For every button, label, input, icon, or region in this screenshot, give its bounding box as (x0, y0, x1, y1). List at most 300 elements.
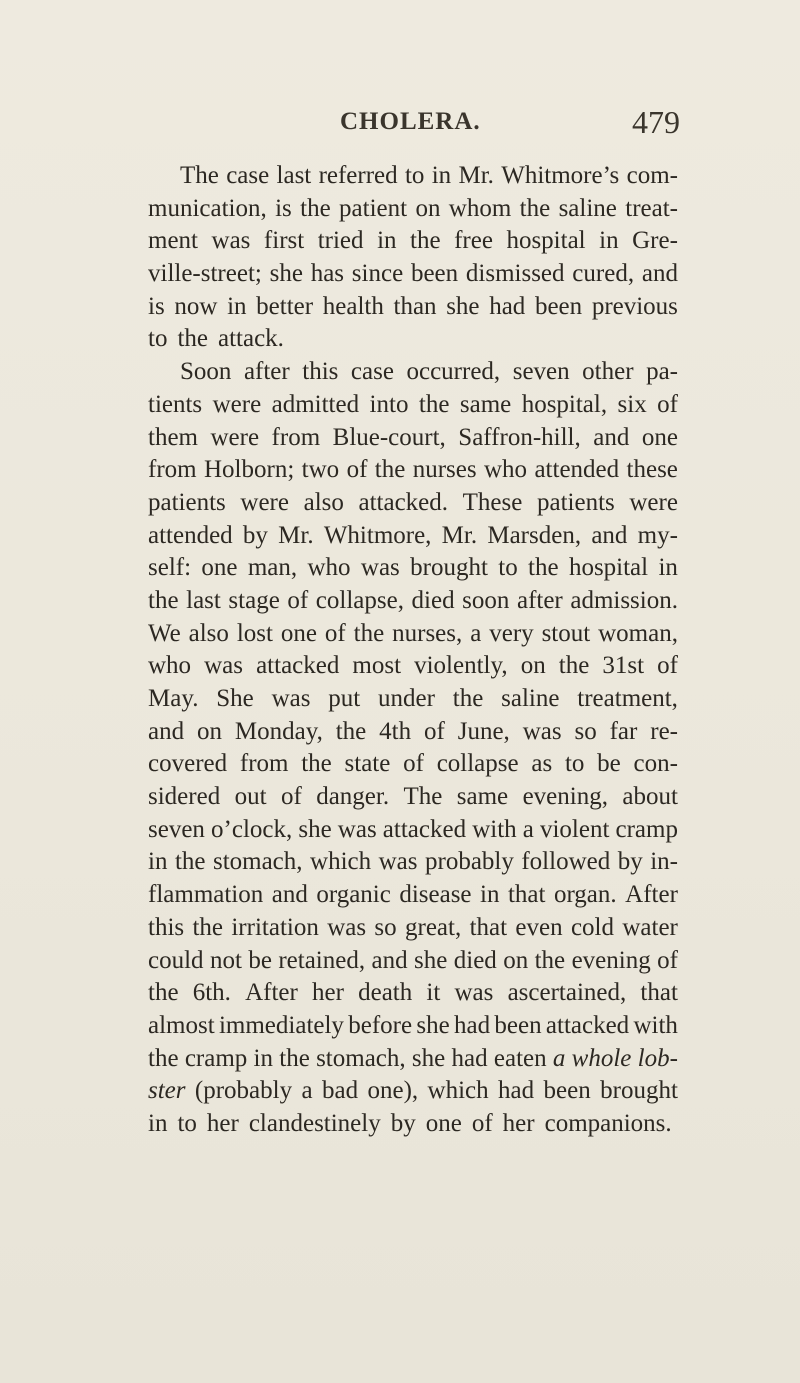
word: o’clock, (211, 815, 293, 843)
word: who (484, 456, 528, 484)
word: be (597, 750, 621, 778)
text-line (148, 323, 678, 356)
word: also (303, 488, 344, 516)
word: that (640, 979, 678, 1007)
word: than (393, 292, 437, 320)
word: seven (148, 815, 205, 843)
word: woman, (598, 619, 678, 647)
word: in- (650, 848, 678, 876)
word: same (456, 783, 509, 811)
word: the (519, 194, 551, 222)
word: Whitmore’s (501, 162, 620, 189)
word: man, (247, 554, 298, 582)
word: saline (558, 194, 617, 222)
word: the (148, 979, 179, 1007)
word: 6th. (192, 979, 231, 1007)
word: the (558, 652, 590, 680)
word: had (498, 1077, 535, 1105)
word: The (180, 162, 219, 189)
word: from (239, 750, 289, 778)
word: The (403, 783, 443, 811)
word: and (591, 521, 628, 549)
word: hospital (568, 554, 649, 582)
word: free (454, 227, 493, 255)
word: self: (148, 554, 192, 582)
word: as (531, 750, 553, 778)
word: of (346, 456, 368, 484)
word: so (374, 913, 397, 941)
word: soon (462, 586, 510, 614)
word: previous (591, 292, 678, 320)
word: were (240, 488, 289, 516)
word: occurred, (406, 358, 501, 386)
word: collapse (436, 750, 519, 778)
word: also (188, 619, 229, 647)
word: the (528, 554, 559, 582)
word: treat- (625, 194, 678, 222)
word: death (358, 979, 413, 1007)
word: this (148, 913, 185, 941)
word: to (177, 1109, 197, 1137)
word: my- (637, 521, 678, 549)
word: was (271, 685, 311, 712)
page-number: 479 (632, 104, 680, 140)
word: in (253, 1044, 273, 1072)
word: admitted (271, 390, 360, 418)
text-line (148, 258, 678, 291)
word: of (424, 717, 445, 745)
word: was (337, 815, 377, 843)
word: them (148, 423, 198, 451)
word: the (353, 619, 385, 647)
word: Mr. (458, 162, 494, 189)
word: put (328, 685, 361, 712)
word: After (625, 881, 678, 909)
word: May. (148, 685, 199, 712)
word: disease (399, 881, 472, 909)
word: referred (318, 162, 398, 189)
word: Mr. (441, 521, 478, 549)
text-line (148, 585, 678, 618)
word: on (197, 717, 222, 745)
word: been (410, 260, 459, 288)
word: she (411, 1044, 446, 1072)
word: she (269, 260, 303, 288)
word: immediately (218, 1011, 344, 1039)
word: died (411, 586, 455, 614)
word: ascertained, (507, 979, 627, 1007)
word: to (498, 554, 518, 582)
word: been (543, 1077, 591, 1105)
word: had (454, 1011, 491, 1039)
word: hospital, (521, 390, 608, 418)
word: and (148, 717, 185, 745)
word: had (451, 1044, 488, 1072)
word: of (403, 750, 424, 778)
word: brought (410, 554, 488, 582)
word: attended (534, 456, 620, 484)
word: organ. (553, 881, 617, 909)
word: on (503, 946, 529, 974)
word: same (459, 390, 512, 418)
word: and (593, 423, 630, 451)
word: admission. (570, 586, 678, 614)
text-line (148, 945, 678, 978)
text-line (148, 846, 678, 879)
word: attack. (218, 325, 284, 353)
word: brought (600, 1077, 678, 1105)
word: who (307, 554, 351, 582)
word: was (378, 848, 418, 876)
body-text (148, 160, 678, 1141)
text-line (148, 716, 678, 749)
text-line (148, 1108, 678, 1141)
word: and (641, 260, 678, 288)
word: the (301, 750, 332, 778)
word: hospital (506, 227, 586, 255)
word: one), (367, 1077, 419, 1105)
word: been (494, 1011, 542, 1039)
word: 31st (602, 652, 645, 680)
word: and (271, 881, 308, 909)
word: with (633, 1011, 678, 1039)
word: after (516, 586, 563, 614)
word: ment (148, 227, 198, 255)
text-line (148, 422, 678, 455)
word: since (351, 260, 404, 288)
word: water (622, 913, 678, 941)
word: in (227, 292, 247, 320)
word: one (201, 554, 238, 582)
text-line (148, 389, 678, 422)
word: in (431, 162, 452, 189)
word: She (216, 685, 254, 712)
word: After (245, 979, 298, 1007)
word: a (301, 1077, 313, 1105)
word: was (204, 652, 244, 680)
word: stomach, (316, 1044, 406, 1072)
word: cramp (615, 815, 678, 843)
word: who (148, 652, 192, 680)
word: ster (148, 1077, 186, 1105)
running-head (120, 104, 680, 148)
word: first (263, 227, 305, 255)
word: eaten (493, 1044, 547, 1072)
word: a (470, 619, 482, 647)
word: from (271, 423, 321, 451)
word: evening (571, 946, 651, 974)
word: was (211, 227, 251, 255)
text-line (148, 520, 678, 553)
word: from (148, 456, 197, 484)
word: retained, (278, 946, 366, 974)
word: con- (633, 750, 678, 778)
text-line (148, 748, 678, 781)
word: tried (317, 227, 364, 255)
word: not (209, 946, 242, 974)
word: was (360, 554, 400, 582)
word: the (148, 1044, 179, 1072)
text-line (148, 683, 678, 716)
word: patients (536, 488, 615, 516)
word: of (657, 652, 678, 680)
word: far (609, 717, 638, 745)
word: be (248, 946, 272, 974)
text-line (148, 977, 678, 1010)
word: very (489, 619, 534, 647)
word: one (641, 423, 678, 451)
word: the (300, 194, 331, 222)
word: the (534, 946, 566, 974)
running-title: CHOLERA. (340, 108, 481, 135)
word: the (418, 390, 450, 418)
word: it (426, 979, 441, 1007)
word: probably (425, 848, 514, 876)
word: stout (541, 619, 591, 647)
word: evening, (522, 783, 608, 811)
text-line (148, 879, 678, 912)
word: is (275, 194, 292, 222)
word: great, (405, 913, 462, 941)
word: violently, (414, 652, 508, 680)
word: pa- (646, 358, 678, 386)
word: companions. (544, 1109, 672, 1137)
word: whom (448, 194, 512, 222)
word: Blue-court, (332, 423, 446, 451)
word: of (287, 586, 309, 614)
word: one (280, 619, 317, 647)
word: the (177, 325, 208, 353)
word: (probably (194, 1077, 293, 1105)
word: were (212, 390, 262, 418)
word: now (174, 292, 218, 320)
word: her (312, 979, 344, 1007)
word: followed (521, 848, 611, 876)
word: which (310, 848, 372, 876)
word: seven (512, 358, 570, 386)
word: which (427, 1077, 489, 1105)
word: by (242, 521, 268, 549)
word: Marsden, (487, 521, 582, 549)
word: in (658, 554, 678, 582)
word: cold (570, 913, 614, 941)
word: her (502, 1109, 535, 1137)
text-line (148, 487, 678, 520)
word: collapse, (315, 586, 404, 614)
word: her (206, 1109, 239, 1137)
word: nurses (412, 456, 477, 484)
text-line (148, 1010, 678, 1043)
word: Monday, (234, 717, 323, 745)
word: attacked (382, 815, 467, 843)
word: saline (501, 685, 560, 712)
word: were (629, 488, 678, 516)
word: into (369, 390, 409, 418)
word: re- (650, 717, 678, 745)
word: cured, (572, 260, 635, 288)
text-line (148, 225, 678, 258)
word: she (416, 1011, 450, 1039)
word: was (522, 717, 562, 745)
word: violent (539, 815, 610, 843)
word: of (280, 783, 302, 811)
word: in (148, 1109, 168, 1137)
word: lost (236, 619, 273, 647)
word: about (622, 783, 678, 811)
word: bad (321, 1077, 359, 1105)
word: stomach, (212, 848, 303, 876)
word: and (371, 946, 408, 974)
word: two (301, 456, 340, 484)
word: she (414, 946, 448, 974)
word: this (302, 358, 339, 386)
word: that (507, 881, 546, 909)
word: 4th (379, 717, 412, 745)
word: case (226, 162, 270, 189)
word: in (480, 881, 500, 909)
word: other (582, 358, 634, 386)
word: in (599, 227, 619, 255)
word: Whitmore, (323, 521, 432, 549)
word: June, (457, 717, 510, 745)
word: irritation (231, 913, 319, 941)
text-line (148, 814, 678, 847)
word: under (378, 685, 435, 712)
word: on (415, 194, 441, 222)
word: before (348, 1011, 413, 1039)
text-line (148, 781, 678, 814)
word: six (617, 390, 647, 418)
text-line (148, 650, 678, 683)
word: munication, (148, 194, 267, 222)
word: Holborn; (204, 456, 295, 484)
text-line (148, 618, 678, 651)
word: been (534, 292, 583, 320)
word: to (148, 325, 168, 353)
word: she (298, 815, 332, 843)
word: she (446, 292, 480, 320)
word: of (324, 619, 346, 647)
word: last (276, 162, 312, 189)
word: the (279, 1044, 310, 1072)
word: in (148, 848, 168, 876)
word: com- (626, 162, 678, 189)
word: the (192, 913, 224, 941)
word: lob- (637, 1044, 678, 1072)
word: out (234, 783, 267, 811)
word: that (469, 913, 508, 941)
word: clandestinely (248, 1109, 381, 1137)
word: better (256, 292, 314, 320)
word: on (520, 652, 546, 680)
word: attacked. (358, 488, 449, 516)
word: patient (339, 194, 408, 222)
word: attended (148, 521, 233, 549)
word: has (310, 260, 345, 288)
word: patients (148, 488, 226, 516)
text-line (148, 193, 678, 226)
word: were (210, 423, 260, 451)
word: had (489, 292, 526, 320)
word: danger. (316, 783, 390, 811)
word: the (174, 848, 206, 876)
word: was (327, 913, 367, 941)
word: stage (228, 586, 280, 614)
word: a (522, 815, 534, 843)
word: Soon (180, 358, 232, 386)
word: in (377, 227, 397, 255)
word: by (617, 848, 643, 876)
word: of (657, 390, 678, 418)
word: most (352, 652, 402, 680)
word: the (335, 717, 367, 745)
word: these (626, 456, 678, 484)
text-line (148, 291, 678, 324)
word: with (472, 815, 517, 843)
word: after (243, 358, 290, 386)
word: almost (148, 1011, 215, 1039)
word: to (564, 750, 585, 778)
word: flammation (148, 881, 264, 909)
word: dismissed (465, 260, 565, 288)
word: We (148, 619, 181, 647)
word: to (404, 162, 425, 189)
word: one (425, 1109, 462, 1137)
word: organic (316, 881, 391, 909)
word: covered (148, 750, 228, 778)
word: is (148, 292, 165, 320)
word: treatment, (577, 685, 678, 712)
word: nurses, (392, 619, 463, 647)
word: tients (148, 390, 203, 418)
word: health (322, 292, 384, 320)
word: sidered (148, 783, 221, 811)
word: by (390, 1109, 416, 1137)
word: was (454, 979, 494, 1007)
word: the (452, 685, 484, 712)
word: Mr. (278, 521, 314, 549)
text-line (148, 1075, 678, 1108)
word: cramp (184, 1044, 248, 1072)
word: could (148, 946, 204, 974)
word: died (453, 946, 497, 974)
word: the (148, 586, 179, 614)
word: attacked (545, 1011, 630, 1039)
text-line (148, 912, 678, 945)
text-line (148, 356, 678, 389)
word: whole (571, 1044, 632, 1072)
word: case (350, 358, 394, 386)
word: the (374, 456, 406, 484)
word: of (471, 1109, 493, 1137)
text-line (148, 454, 678, 487)
text-line (148, 552, 678, 585)
word: so (574, 717, 597, 745)
word: attacked (256, 652, 340, 680)
text-line (148, 160, 678, 193)
word: of (657, 946, 678, 974)
word: last (186, 586, 221, 614)
word: Saffron-hill, (458, 423, 581, 451)
word: ville-street; (148, 260, 262, 288)
text-line (148, 1043, 678, 1076)
word: Gre- (632, 227, 678, 255)
word: the (410, 227, 441, 255)
word: state (344, 750, 391, 778)
word: These (462, 488, 523, 516)
word: even (515, 913, 563, 941)
word: a (552, 1044, 566, 1072)
